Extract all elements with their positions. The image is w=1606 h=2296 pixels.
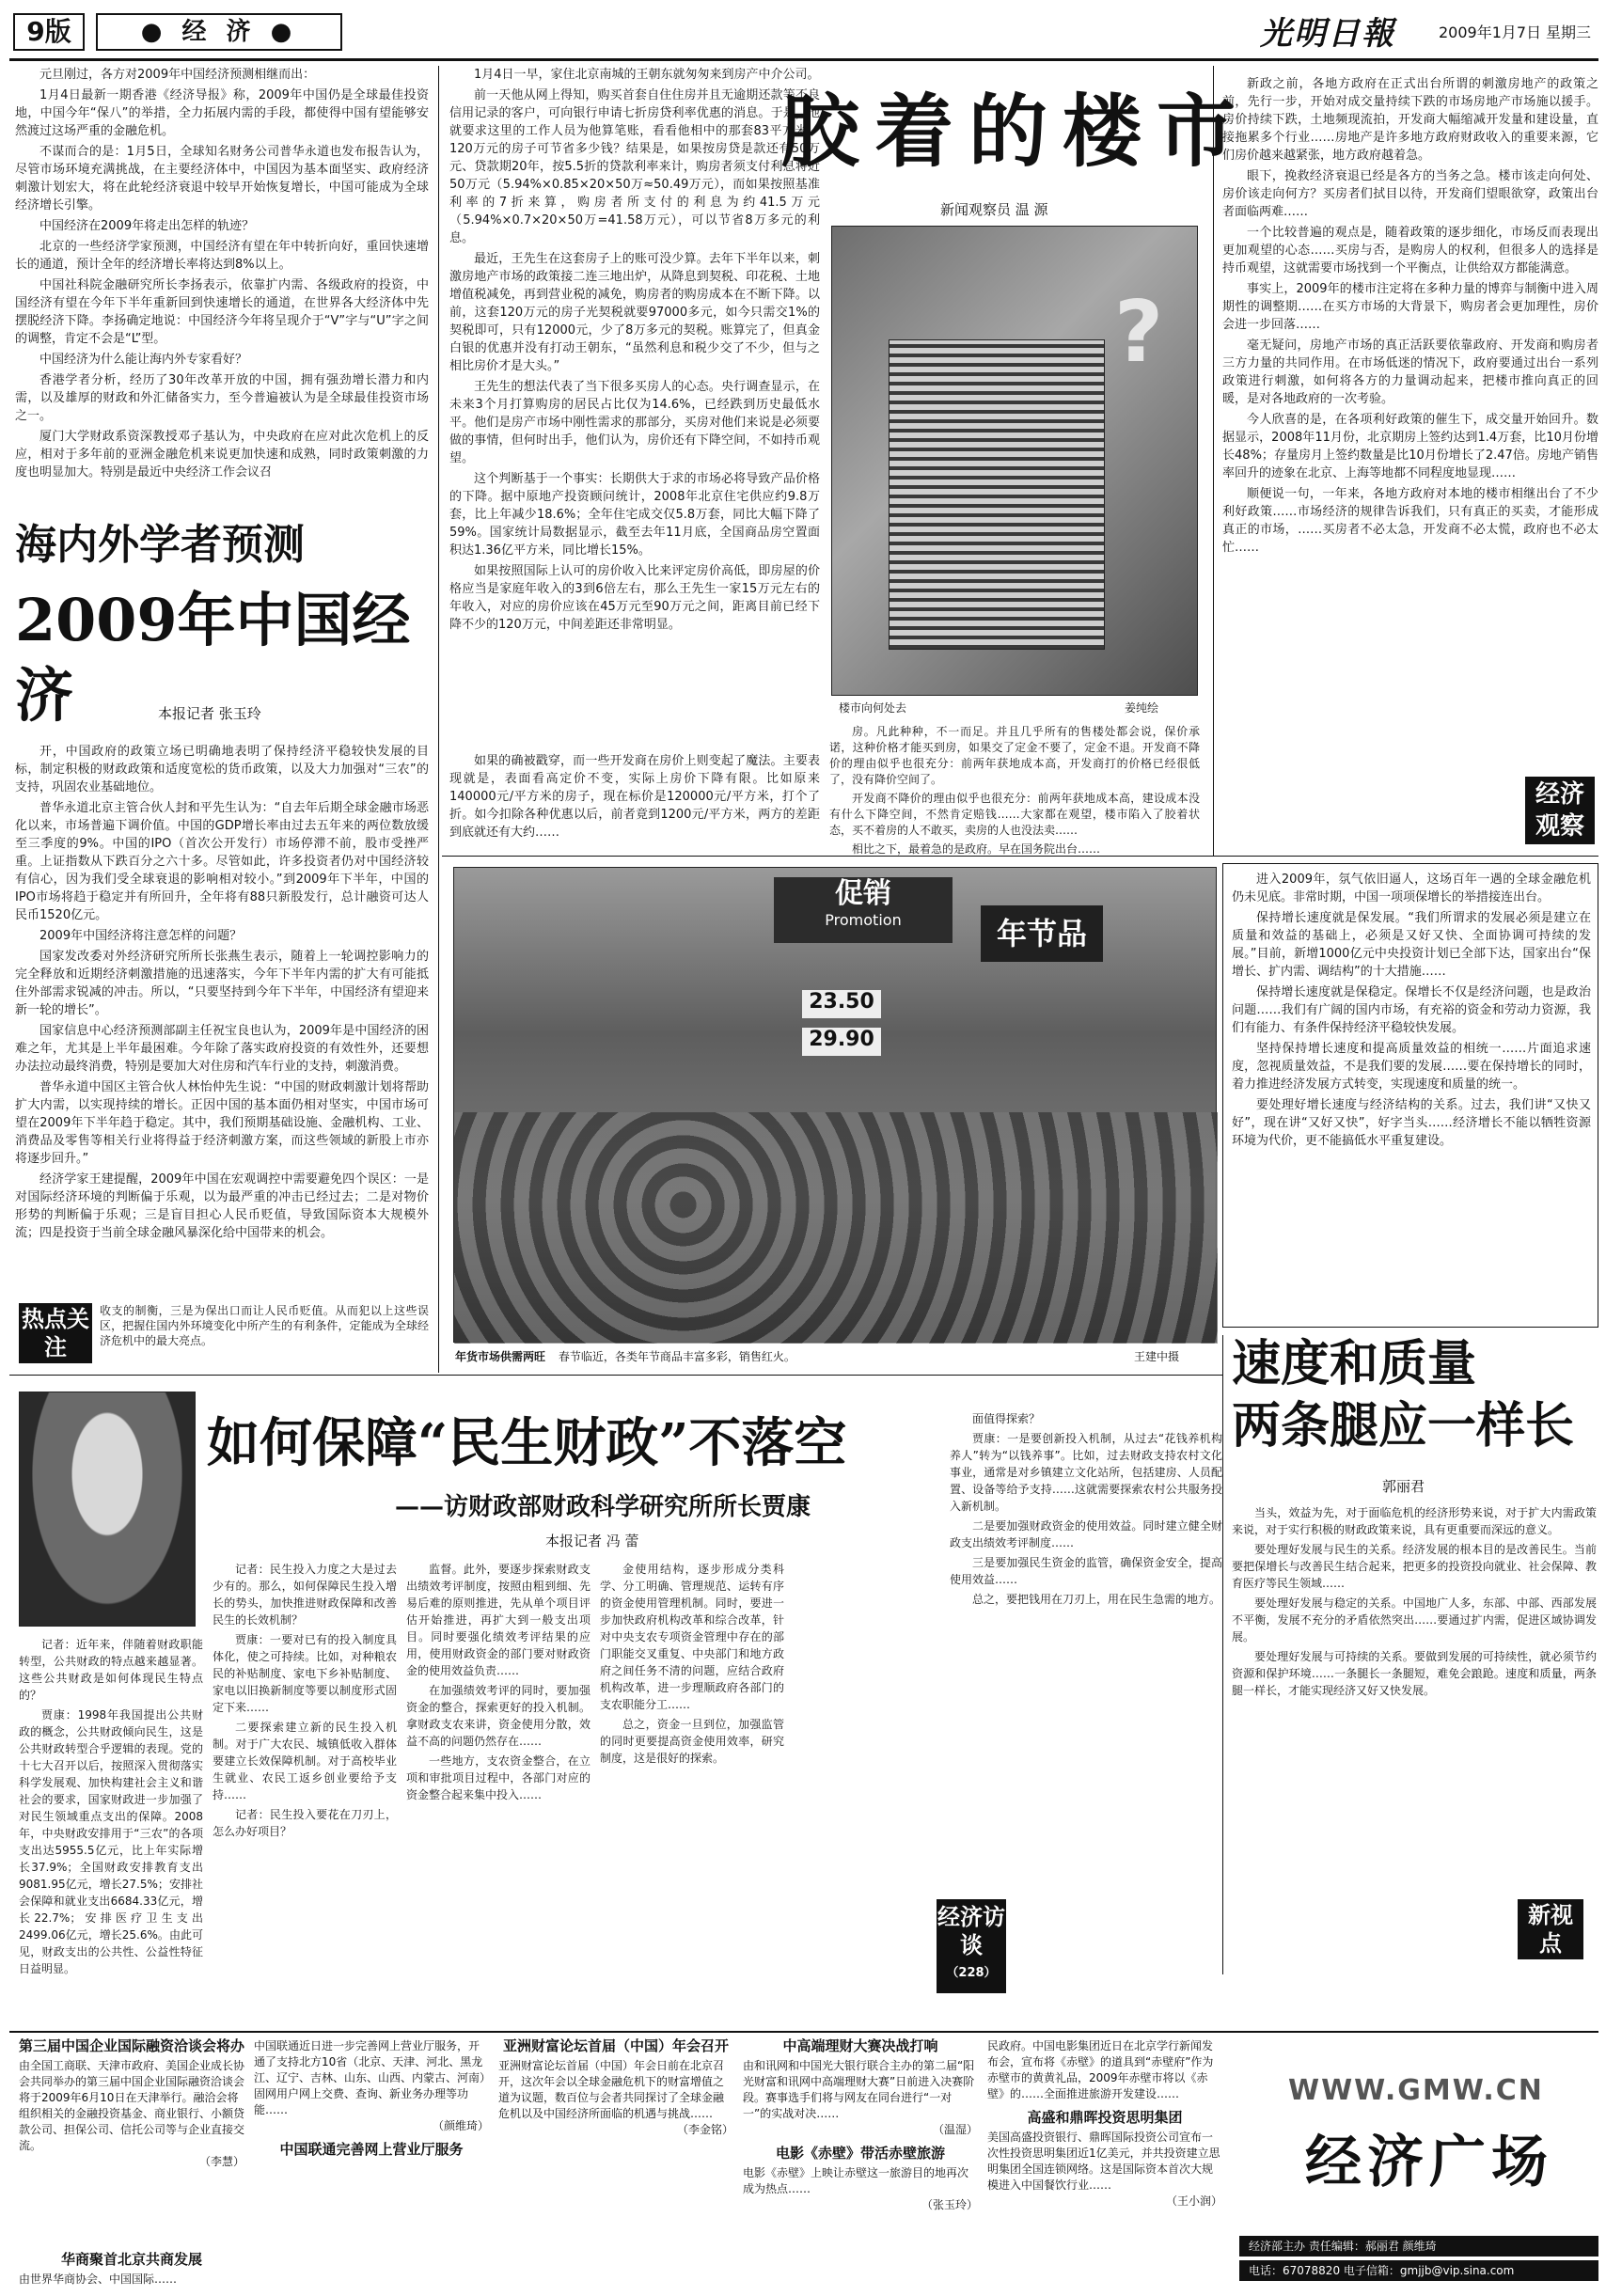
paragraph: 一个比较普遍的观点是，随着政策的逐步细化，市场反而表现出更加观望的心态……买房与否，是购房人的权利，但很多人的选择是持币观望，这就需要市场找到一个平衡点，让供给双方都能满意。: [1222, 226, 1598, 275]
photo-credit: 王建中摄: [1134, 1350, 1180, 1363]
speed-article-body: [1232, 1504, 1597, 1899]
market-photo: [453, 867, 1217, 1343]
paragraph: 国家发改委对外经济研究所所长张燕生表示，随着上一轮调控影响力的完全释放和近期经济刺激措施的迅速落实，今年下半年内需的扩大有可能抵住外部需求锐减的冲击。所以，“只要坚持到今年下半年，中国经济有望迎来新一轮的增长”。: [15, 950, 429, 1017]
paragraph: 事实上，2009年的楼市注定将在多种力量的博弈与制衡中进入周期性的调整期……在买方市场的大背景下，购房者会更加理性，房价会进一步回落……: [1222, 282, 1598, 332]
brief-credit: （李慧）: [198, 2155, 244, 2168]
brief-text: 美国高盛投资银行、鼎晖国际投资公司宣布一次性投资思明集团近1亿美元，并共投资建立思明集团全国连锁网络。这是国际资本首次大规模进入中国餐饮行业……: [987, 2131, 1220, 2192]
paragraph: 面值得探索？: [972, 1412, 1041, 1425]
question-mark-icon: ?: [1114, 283, 1164, 382]
interview-headline: 如何保障“民生财政”不落空: [207, 1412, 847, 1474]
housing-headline: 胶着的楼市: [780, 85, 1252, 178]
paragraph: 眼下，挽救经济衰退已经是各方的当务之急。楼市该走向何处、房价该走向何方？买房者们拭目以待，开发商们望眼欲穿，政策出台者面临两难……: [1222, 169, 1598, 219]
left-headline-line2: 2009年中国经济: [15, 586, 411, 730]
paragraph: 二要探索建立新的民生投入机制。对于广大农民、城镇低收入群体要建立长效保障机制。对于高校毕业生就业、农民工返乡创业要给予支持……: [213, 1721, 397, 1801]
paragraph: 贾康：1998年我国提出公共财政的概念，公共财政倾向民生，这是公共财政转型合乎逻辑的表现。党的十七大召开以后，按照深入贯彻落实科学发展观、加快构建社会主义和谐社会的要求，国家财政进一步加强了对民生领域重点支出的保障。2008年，中央财政安排用于“三农”的各项支出达5955.5亿元，比上年实际增长37.9%；全国财政安排教育支出9081.95亿元，增长27.5%；安排社会保障和就业支出6684.33亿元，增长22.7%；安排医疗卫生支出2499.06亿元，增长25.6%。由此可见，财政支出的公共性、公益性特征日益明显。: [19, 1708, 203, 1975]
photo-caption: [455, 1348, 1113, 1364]
brief-title: 高盛和鼎晖投资思明集团: [1027, 2109, 1183, 2126]
left-byline: 本报记者 张玉玲: [158, 705, 261, 722]
left-article-top: [15, 66, 429, 498]
brief-item: [498, 2038, 733, 2292]
brief-title: 第三届中国企业国际融资洽谈会将办: [19, 2037, 245, 2054]
paragraph: 1月4日最新一期香港《经济导报》称，2009年中国仍是全球最佳投资地，中国今年“保八”的举措，全力拓展内需的手段，都使得中国有望能够安然渡过这场严重的金融危机。: [15, 88, 429, 138]
paragraph: 元旦刚过，各方对2009年中国经济预测相继而出：: [39, 68, 316, 82]
page-number: 9版: [13, 13, 85, 51]
paragraph: 厦门大学财政系资深教授邓子基认为，中央政府在应对此次危机上的反应，相对于多年前的亚洲金融危机来说更加快速和成熟，同时政策刺激的力度也明显加大。特别是最近中央经济工作会议召: [15, 430, 429, 480]
column-divider: [1222, 1335, 1223, 1974]
promo-sign-english: Promotion: [825, 911, 902, 929]
paragraph: 北京的一些经济学家预测，中国经济有望在年中转折向好，重回快速增长的通道，预计全年的经济增长率将达到8%以上。: [15, 240, 429, 272]
site-url: WWW.GMW.CN: [1288, 2074, 1544, 2107]
paragraph: 在加强绩效考评的同时，要加强资金的整合，探索更好的投入机制。拿财政支农来讲，资金使用分散，效益不高的问题仍然存在……: [406, 1684, 590, 1748]
paragraph: 毫无疑问，房地产市场的真正活跃要依靠政府、开发商和购房者三方力量的共同作用。在市场低迷的情况下，政府要通过出台一系列政策进行刺激，如何将各方的力量调动起来，把楼市推向真正的回暖，是对各地政府的一次考验。: [1222, 338, 1598, 406]
center-article-col1-bottom: [449, 752, 820, 846]
interview-col1: [19, 1636, 203, 2021]
paragraph: 保持增长速度就是保稳定。保增长不仅是经济问题，也是政治问题……我们有广阔的国内市场，有充裕的资金和劳动力资源，我们有能力、有条件保持经济平稳较快发展。: [1232, 985, 1591, 1035]
paragraph: 今人欣喜的是，在各项利好政策的催生下，成交量开始回升。数据显示，2008年11月份，北京期房上签约达到1.4万套，比10月份增长48%；存量房月上签约数量是比10月份增长了2.47倍。房地产销售率回升的迹象在北京、上海等地都不同程度地显现……: [1222, 413, 1598, 480]
brief-item: [254, 2038, 489, 2292]
brief-item: [19, 2252, 244, 2293]
paragraph: 保持增长速度就是保发展。“我们所谓求的发展必须是建立在质量和效益的基础上，必须是又好又快、全面协调可持续的发展。”目前，新增1000亿元中央投资计划已全部下达，国家出台“保增长、扩内需、调结构”的十大措施……: [1232, 911, 1591, 979]
center-article-col1: [449, 66, 820, 837]
paragraph: 中国社科院金融研究所长李扬表示，依靠扩内需、各级政府的投资，中国经济有望在今年下半年重新回到快速增长的通道，在世界各大经济体中先摆脱经济下降。李扬确定地说：中国经济今年将呈现介于“V”字与“U”字之间的调整，肯定不会是“L”型。: [15, 278, 429, 346]
brief-credit: （温湿）: [932, 2123, 978, 2136]
paragraph: 坚持保持增长速度和提高质量效益的相统一……片面追求速度，忽视质量效益，不是我们要的发展……要在保持增长的同时，着力推进经济发展方式转变，实现速度和质量的统一。: [1232, 1042, 1591, 1092]
econ-observation-tag: 经济观察: [1525, 777, 1595, 844]
paragraph: 如果按照国际上认可的房价收入比来评定房价高低，即房屋的价格应当是家庭年收入的3到6倍左右，那么王先生一家15万元左右的年收入，对应的房价应该在45万元至90万元之间，距离目前已经下降不少的120万元，中间差距还非常明显。: [449, 564, 820, 632]
paragraph: 金使用结构，逐步形成分类科学、分工明确、管理规范、运转有序的资金使用管理机制。同时，要进一步加快政府机构改革和综合改革，针对中央支农专项资金管理中存在的部门职能交叉重复、中央部门和地方政府之间任务不清的问题，应结合政府机构改革，进一步理顺政府各部门的支农职能分工……: [600, 1563, 784, 1711]
brief-text: 由全国工商联、天津市政府、美国企业成长协会共同举办的第三届中国企业国际融资洽谈会将于2009年6月10日在天津举行。融洽会将组织相关的金融投资基金、商业银行、小额贷款公司、担保公司、信托公司等与企业直接交流。: [19, 2059, 245, 2152]
paper-logo: 光明日報: [1260, 15, 1395, 53]
caption-title: 年货市场供需两旺: [455, 1350, 546, 1363]
paragraph: 要处理好发展与稳定的关系。中国地广人多，东部、中部、西部发展不平衡，发展不充分的矛盾依然突出……要通过扩内需，促进区域协调发展。: [1232, 1596, 1597, 1643]
bottom-rule: [9, 2031, 1598, 2033]
brief-title: 华商聚首北京共商发展: [60, 2251, 202, 2268]
speed-article-intro: [1232, 871, 1591, 1322]
paragraph: 要处理好发展与民生的关系。经济发展的根本目的是改善民生。当前要把保增长与改善民生结合起来，把更多的投资投向就业、社会保障、教育医疗等民生领域……: [1232, 1543, 1597, 1590]
paragraph: 顺便说一句，一年来，各地方政府对本地的楼市相继出台了不少利好政策……市场经济的规律告诉我们，只有真正的买卖，才能形成真正的市场，……买房者不必太急，开发商不必太慌，政府也不必太忙……: [1222, 487, 1598, 555]
paragraph: 新政之前，各地方政府在正式出台所谓的刺激房地产的政策之前，先行一步，开始对成交量持续下跌的市场房地产市场施以援手。房价持续下跌，土地频现流拍，开发商大幅缩减开发量和建设量，直接拖累多个行业……房地产是许多地方政府财政收入的重要来源，它们房价越来越紧张，地方政府越着急。: [1222, 77, 1598, 163]
dot-icon: ●: [140, 18, 168, 46]
paragraph: 不谋而合的是：1月5日，全球知名财务公司普华永道也发布报告认为，尽管市场环境充满挑战，在主要经济体中，中国因为基本面坚实、政府经济刺激计划宏大，将在此轮经济衰退中较早开始恢复增长，中国可能成为全球经济增长引擎。: [15, 145, 429, 212]
paragraph: 进入2009年，氛气依旧逼人，这场百年一遇的全球金融危机仍未见底。非常时期，中国一项项保增长的举措接连出台。: [1232, 873, 1591, 904]
paragraph: 普华永道中国区主管合伙人林怡仲先生说：“中国的财政刺激计划将帮助扩大内需，以实现持续的增长。正因中国的基本面仍相对坚实，中国市场可望在2009年下半年趋于稳定。其中，我们预期基础设施、金融机构、工业、消费品及零售等相关行业将得益于经济刺激方案，而这些领域的新股上市亦将逐步回升。”: [15, 1080, 429, 1166]
paragraph: 二是要加强财政资金的使用效益。同时建立健全财政支出绩效考评制度……: [950, 1519, 1222, 1549]
promo-sign: [774, 877, 953, 943]
housing-illustration: [831, 226, 1198, 696]
brief-title: 电影《赤壁》带活赤壁旅游: [775, 2145, 945, 2162]
promo-sign-text: 促销: [835, 877, 891, 910]
illustration-credit: 姜纯绘: [1125, 701, 1159, 715]
paragraph: 当头，效益为先，对于面临危机的经济形势来说，对于扩大内需政策来说，对于实行积极的财政政策来说，具有更重要而深远的意义。: [1232, 1506, 1597, 1536]
left-article-bottom: [15, 743, 429, 1297]
brief-text: 民政府。中国电影集团近日在北京学行新闻发布会，宣布将《赤壁》的道具到“赤壁府”作为赤壁市的黄黄礼品，2009年赤壁市将以《赤壁》的……全面推进旅游开发建设……: [987, 2039, 1214, 2100]
paragraph: 要处理好发展与可持续的关系。要做到发展的可持续性，就必须节约资源和保护环境……一条腿长一条腿短，难免会踉跄。速度和质量，两条腿一样长，才能实现经济又好又快发展。: [1232, 1650, 1597, 1697]
interview-byline: 本报记者 冯 蕾: [545, 1533, 639, 1549]
paragraph: 最近，王先生在这套房子上的账可没少算。去年下半年以来，刺激房地产市场的政策接二连三地出炉，从降息到契税、印花税、土地增值税减免，再到营业税的减免，购房者的购房成本在不断下降。以前，这套120万元的房子光契税就要97000多元，如今只需交1%的契税即可，只有12000元，少了8万多元的契税。账算完了，但真金白银的优惠并没有打动王朝东，“虽然利息和税少交了不少，但与之相比房价才是大头。”: [449, 252, 820, 373]
paragraph: 收支的制衡，三是为保出口而让人民币贬值。从而犯以上这些误区，把握住国内外环境变化中所产生的有利条件，定能成为全球经济危机中的最大亮点。: [100, 1304, 429, 1347]
paragraph: 中国经济在2009年将走出怎样的轨迹？: [39, 219, 255, 233]
paragraph: 普华永道北京主管合伙人封和平先生认为：“自去年后期全球金融市场恶化以来，市场普遍下调价值。中国的GDP增长率由过去五年来的两位数放缓至三季度的9%。中国的IPO（首次公开发行）市场停滞不前，股市受挫严重。上证指数从下跌百分之六十多。尽管如此，许多投资者仍对中国经济较有信心，因为我们受全球衰退的影响相对较小。”到2009年下半年，中国的IPO市场将趋于稳定并有所回升，全年将有88只新股发行，总计融资可达人民币1520亿元。: [15, 801, 429, 922]
price-tag: 23.50: [802, 990, 881, 1018]
paragraph: 中国经济为什么能让海内外专家看好？: [39, 353, 248, 367]
paragraph: 香港学者分析，经历了30年改革开放的中国，拥有强劲增长潜力和内需，以及雄厚的财政和外汇储备实力，至今普遍被认为是全球最佳投资市场之一。: [15, 373, 429, 423]
paragraph: 记者：近年来，伴随着财政职能转型，公共财政的特点越来越显著。这些公共财政是如何体现民生特点的？: [19, 1638, 203, 1702]
building-graphic: [889, 339, 1105, 650]
footer-editors: 经济部主办 责任编辑：郝丽君 颜维琦: [1239, 2236, 1598, 2257]
speed-headline-line2: 两条腿应一样长: [1232, 1397, 1575, 1455]
section-name: 经 济: [181, 18, 257, 46]
interview-col4: [600, 1561, 784, 1946]
interview-subtitle: ——访财政部财政科学研究所所长贾康: [395, 1493, 811, 1521]
hot-focus-tag: 热点关注: [19, 1303, 92, 1363]
paragraph: 总之，资金一旦到位，加强监管的同时更要提高资金使用效率，研究制度，这是很好的探索。: [600, 1718, 784, 1765]
section-rule: [9, 1375, 1222, 1376]
econ-interview-tag-text: 经济访谈: [937, 1904, 1005, 1958]
paragraph: 2009年中国经济将注意怎样的问题？: [39, 929, 243, 943]
brief-credit: （张玉玲）: [921, 2198, 978, 2211]
brief-item: [743, 2038, 978, 2292]
brief-item: [987, 2038, 1222, 2292]
brief-credit: （颜维琦）: [432, 2119, 489, 2132]
paragraph: 1月4日一早，家住北京南城的王朝东就匆匆来到房产中介公司。: [474, 68, 820, 82]
brief-text: 中国联通近日进一步完善网上营业厅服务，开通了支持北方10省（北京、天津、河北、黑龙江、辽宁、吉林、山东、山西、内蒙古、河南）固网用户网上交费、查询、新业务办理等功能……: [254, 2039, 486, 2116]
paragraph: 监督。此外，要逐步探索财政支出绩效考评制度，按照由粗到细、先易后难的原则推进，先从单个项目评估开始推进，再扩大到一般支出项目。同时要强化绩效考评结果的应用，使用财政资金的部门要对财政资金的使用效益负责……: [406, 1563, 590, 1677]
center-article-col2: [829, 724, 1200, 856]
speed-byline: 郭丽君: [1382, 1478, 1425, 1495]
paragraph: 开发商不降价的理由似乎也很充分：前两年获地成本高，建设成本没有什么下降空间，不然肯定赔钱……大家都在观望，楼市陷入了胶着状态，买不着房的人不敢买，卖房的人也没法卖……: [829, 792, 1200, 837]
brief-credit: （李金铭）: [676, 2123, 733, 2136]
econ-interview-tag: [937, 1899, 1006, 1993]
speed-headline-line1: 速度和质量: [1232, 1335, 1477, 1392]
dot-icon: ●: [270, 18, 298, 46]
interview-col3: [406, 1561, 590, 2021]
section-label: [96, 13, 342, 51]
paragraph: 如果的确被戳穿，而一些开发商在房价上则变起了魔法。主要表现就是，表面看高定价不变，实际上房价下降有限。比如原来140000元/平方米的房子，现在标价是120000元/平方米，打个了折。如今扣除各种优惠以后，前者竟到1200元/平方米，两方的差距到底就还有大约……: [449, 754, 820, 840]
paragraph: 总之，要把钱用在刀刃上，用在民生急需的地方。: [972, 1593, 1221, 1606]
shoppers-crowd: [454, 1112, 1218, 1344]
caption-text: 春节临近，各类年节商品丰富多彩，销售红火。: [558, 1350, 795, 1363]
brief-title: 亚洲财富论坛首届（中国）年会召开: [502, 2037, 729, 2054]
paragraph: 相比之下，最着急的是政府。早在国务院出台……: [852, 842, 1101, 856]
paragraph: 这个判断基于一个事实：长期供大于求的市场必将导致产品价格的下降。据中原地产投资顾问统计，2008年北京住宅供应约9.8万套，比上年减少18.6%；全年住宅成交仅5.8万套，同比大幅下降了59%。国家统计局数据显示，截至去年11月底，全国商品房空置面积达1.36亿平方米，同比增长15%。: [449, 472, 820, 558]
paragraph: 要处理好增长速度与经济结构的关系。过去，我们讲“又快又好”，现在讲“又好又快”，好字当头……经济增长不能以牺牲资源环境为代价，更不能搞低水平重复建设。: [1232, 1098, 1591, 1148]
paragraph: 三是要加强民生资金的监管，确保资金安全，提高使用效益……: [950, 1556, 1222, 1586]
housing-byline: 新闻观察员 温 源: [940, 201, 1048, 218]
interview-col2: [213, 1561, 397, 2021]
interviewee-portrait: [19, 1392, 196, 1627]
brief-title: 中高端理财大赛决战打响: [782, 2037, 938, 2054]
left-headline-line1: 海内外学者预测: [15, 521, 305, 569]
brief-text: 亚洲财富论坛首届（中国）年会日前在北京召开，这次年会以全球金融危机下的财富增值之道为议题，数百位与会者共同探讨了全球金融危机以及中国经济所面临的机遇与挑战……: [498, 2059, 725, 2120]
paragraph: 一些地方，支农资金整合，在立项和审批项目过程中，各部门对应的资金整合起来集中投入……: [406, 1754, 590, 1801]
paragraph: 经济学家王建提醒，2009年中国在宏观调控中需要避免四个误区：一是对国际经济环境的判断偏于乐观，以为最严重的冲击已经过去；二是对物价形势的判断偏于乐观；三是盲目担心人民币贬值，导致国际资本大规模外流；四是投资于当前全球金融风暴深化给中国带来的机会。: [15, 1172, 429, 1240]
right-article: [1222, 75, 1598, 771]
issue-weekday: 星期三: [1546, 24, 1592, 41]
new-viewpoint-tag: 新视点: [1518, 1899, 1583, 1959]
paragraph: 记者：民生投入力度之大是过去少有的。那么，如何保障民生投入增长的势头，加快推进财政保障和改善民生的长效机制？: [213, 1563, 397, 1627]
section-rule: [442, 856, 1598, 857]
nianhuo-sign: 年节品: [981, 905, 1103, 962]
paragraph: 王先生的想法代表了当下很多买房人的心态。央行调查显示，在未来3个月打算购房的居民占比仅为14.6%，已经跌到历史最低水平。他们是房产市场中刚性需求的那部分，买房对他们来说是必须要做的事情，但何时出手，他们认为，房价还有下降空间，不如持币观望。: [449, 380, 820, 465]
brief-text: 由和讯网和中国光大银行联合主办的第二届“阳光财富和讯网中高端理财大赛”日前进入决赛阶段。赛事选手们将与网友在同台进行“一对一”的实战对决……: [743, 2059, 975, 2120]
paragraph: 房。凡此种种，不一而足。并且几乎所有的售楼处都会说，保价承诺，这种价格才能买到房，如果交了定金不要了，定金不退。开发商不降价的理由似乎也很充分：前两年获地成本高，开发商打的价格已经很低了，没有降价空间了。: [829, 725, 1200, 786]
illustration-caption: 楼市向何处去: [839, 701, 907, 715]
issue-date: 2009年1月7日: [1439, 24, 1542, 41]
economic-square-banner: 经济广场: [1305, 2130, 1553, 2195]
econ-interview-tag-number: （228）: [946, 1966, 997, 1980]
masthead-rule: [9, 58, 1598, 61]
paragraph: 记者：民生投入要花在刀刃上，怎么办好项目？: [213, 1808, 397, 1838]
paragraph: 贾康：一是要创新投入机制，从过去“花钱养机构养人”转为“以钱养事”。比如，过去财政支持农村文化事业，通常是对乡镇建立文化站所，包括建房、人员配置、设备等给予支持……这就需要探索农村公共服务投入新机制。: [950, 1432, 1222, 1513]
paragraph: 前一天他从网上得知，购买首套自住住房并且无逾期还款等不良信用记录的客户，可向银行申请七折房贷利率优惠的消息。于是，他就要求这里的工作人员为他算笔账，看看他相中的那套83平方米、120万元的房子可节省多少钱？结果是，如果按房贷是款还有50万元、贷款期20年，按5.5折的贷款利率来计，购房者须支付利息将近50万元（5.94%×0.85×20×50万≈50.49万元），而如果按照基准利率的7折来算，购房者所支付的利息为约41.5万元（5.94%×0.7×20×50万=41.58万元），可以节省8万多元的利息。: [449, 88, 820, 245]
paragraph: 国家信息中心经济预测部副主任祝宝良也认为，2009年是中国经济的困难之年，尤其是上半年最困难。今年除了落实政府投资的有效性外，还要想办法拉动最终消费，特别是要加大对住房和汽车行业的支持，刺激消费。: [15, 1024, 429, 1074]
price-tag: 29.90: [802, 1028, 881, 1056]
left-article-end: [100, 1303, 429, 1360]
brief-text: 由世界华商协会、中国国际……: [19, 2272, 178, 2286]
column-divider: [1213, 66, 1214, 856]
brief-title: 中国联通完善网上营业厅服务: [279, 2141, 464, 2158]
footer-contact: 电话：67078820 电子信箱：gmjjb@vip.sina.com: [1239, 2260, 1598, 2281]
brief-credit: （王小润）: [1165, 2194, 1222, 2208]
brief-text: 电影《赤壁》上映让赤壁这一旅游目的地再次成为热点……: [743, 2166, 969, 2195]
column-divider: [438, 66, 439, 1373]
paragraph: 开，中国政府的政策立场已明确地表明了保持经济平稳较快发展的目标，制定积极的财政政策和适度宽松的货币政策，以及大力加强对“三农”的支持，巩固农业基础地位。: [15, 745, 429, 794]
paragraph: 贾康：一要对已有的投入制度具体化，使之可持续。比如，对种粮农民的补贴制度、家电下乡补贴制度、家电以旧换新制度等要以制度形式固定下来……: [213, 1633, 397, 1714]
masthead: [0, 0, 1606, 58]
